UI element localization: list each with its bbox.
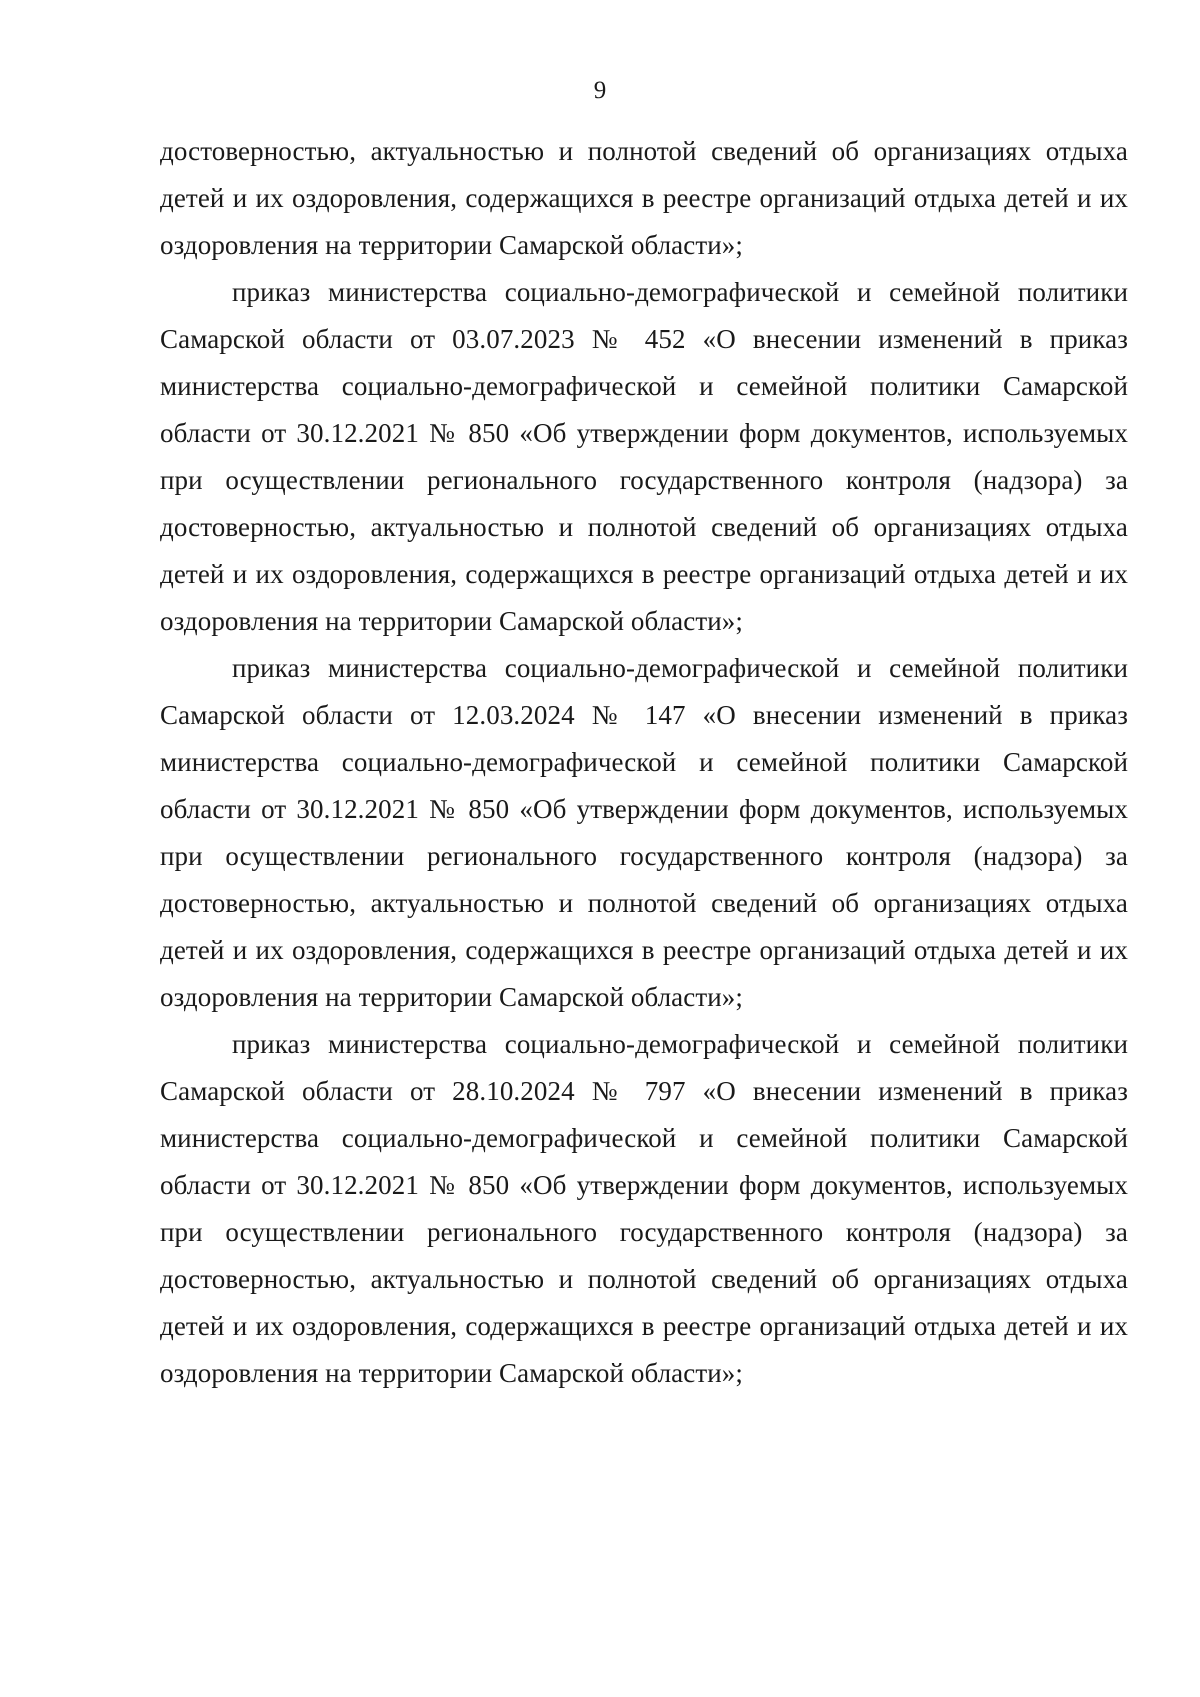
- paragraph-continuation: достоверностью, актуальностью и полнотой сведений об организациях отдыха детей и их оздоровления, содержащихся в реестре организаций отдыха детей и их оздоровления на территории Самарской области»;: [160, 136, 1128, 260]
- paragraph-order-452: приказ министерства социально-демографической и семейной политики Самарской области от 03.07.2023 № 452 «О внесении изменений в приказ министерства социально-демографической и семейной политики Самарской области от 30.12.2021 № 850 «Об утверждении форм документов, используемых при осуществлении регионального государственного контроля (надзора) за достоверностью, актуальностью и полнотой сведений об организациях отдыха детей и их оздоровления, содержащихся в реестре организаций отдыха детей и их оздоровления на территории Самарской области»;: [160, 277, 1128, 636]
- document-body: [160, 128, 1128, 1397]
- paragraph-order-797: приказ министерства социально-демографической и семейной политики Самарской области от 28.10.2024 № 797 «О внесении изменений в приказ министерства социально-демографической и семейной политики Самарской области от 30.12.2021 № 850 «Об утверждении форм документов, используемых при осуществлении регионального государственного контроля (надзора) за достоверностью, актуальностью и полнотой сведений об организациях отдыха детей и их оздоровления, содержащихся в реестре организаций отдыха детей и их оздоровления на территории Самарской области»;: [160, 1029, 1128, 1388]
- page-number: 9: [593, 77, 607, 104]
- paragraph-order-147: приказ министерства социально-демографической и семейной политики Самарской области от 12.03.2024 № 147 «О внесении изменений в приказ министерства социально-демографической и семейной политики Самарской области от 30.12.2021 № 850 «Об утверждении форм документов, используемых при осуществлении регионального государственного контроля (надзора) за достоверностью, актуальностью и полнотой сведений об организациях отдыха детей и их оздоровления, содержащихся в реестре организаций отдыха детей и их оздоровления на территории Самарской области»;: [160, 653, 1128, 1012]
